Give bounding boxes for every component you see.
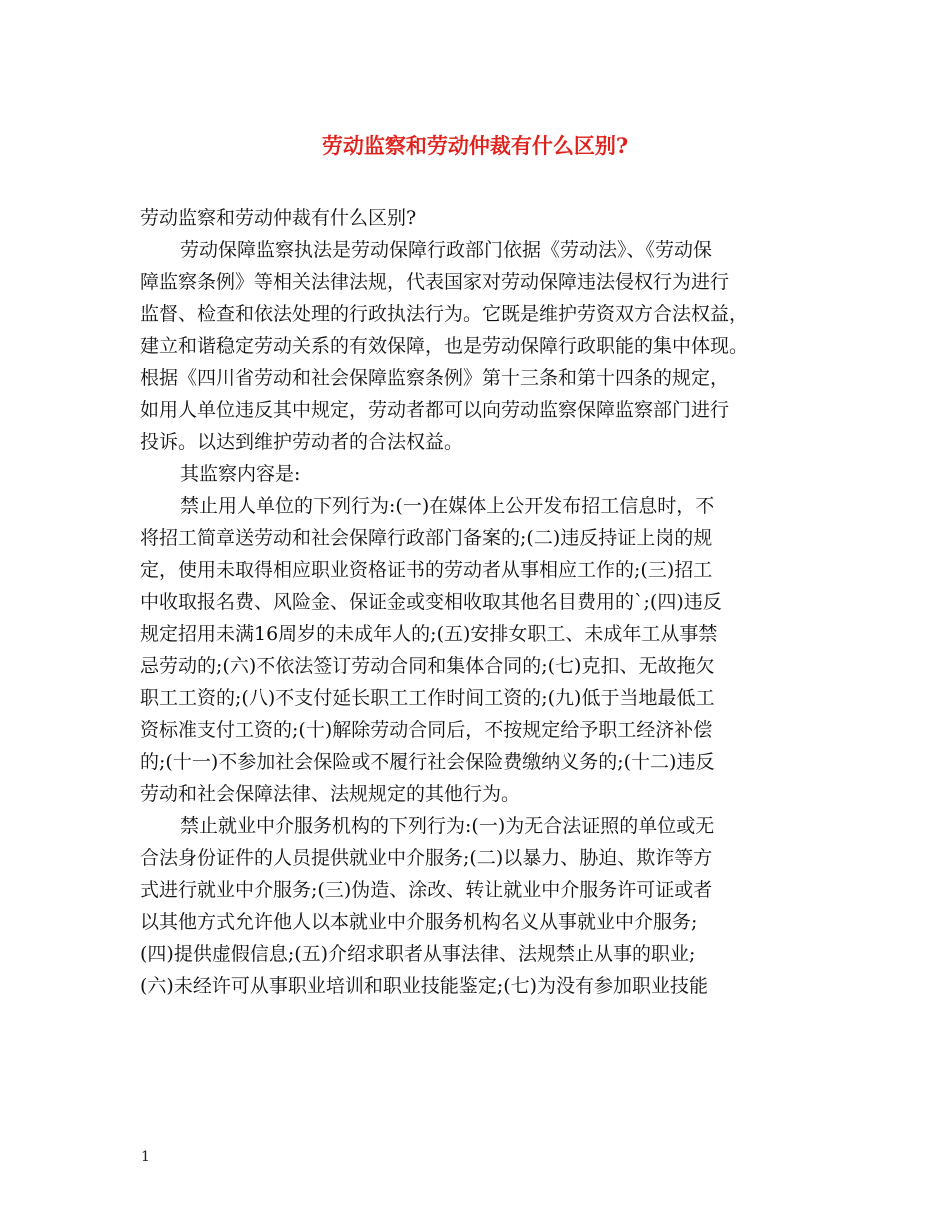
text-line: 职工工资的;(八)不支付延长职工工作时间工资的;(九)低于当地最低工	[140, 687, 715, 709]
text-line: 合法身份证件的人员提供就业中介服务;(二)以暴力、胁迫、欺诈等方	[140, 847, 713, 869]
text-line: 根据《四川省劳动和社会保障监察条例》第十三条和第十四条的规定，	[140, 367, 730, 389]
text-line: 劳动保障监察执法是劳动保障行政部门依据《劳动法》、《劳动保	[180, 239, 713, 261]
text-line: 的;(十一)不参加社会保险或不履行社会保险费缴纳义务的;(十二)违反	[140, 751, 715, 773]
text-line: 式进行就业中介服务;(三)伪造、涂改、转让就业中介服务许可证或者	[140, 879, 713, 901]
text-line: 劳动和社会保障法律、法规规定的其他行为。	[140, 783, 521, 805]
text-line: 其监察内容是:	[180, 463, 301, 485]
text-line: 禁止就业中介服务机构的下列行为:(一)为无合法证照的单位或无	[180, 815, 715, 837]
document-title: 劳动监察和劳动仲裁有什么区别?	[321, 133, 629, 158]
text-line: 将招工简章送劳动和社会保障行政部门备案的;(二)违反持证上岗的规	[140, 527, 713, 549]
text-line: 劳动监察和劳动仲裁有什么区别?	[140, 207, 417, 229]
text-line: 资标准支付工资的;(十)解除劳动合同后，不按规定给予职工经济补偿	[140, 719, 713, 741]
text-line: 中收取报名费、风险金、保证金或变相收取其他名目费用的`;(四)违反	[140, 591, 722, 613]
text-line: 以其他方式允许他人以本就业中介服务机构名义从事就业中介服务;	[140, 911, 698, 933]
text-line: 定，使用未取得相应职业资格证书的劳动者从事相应工作的;(三)招工	[140, 559, 713, 581]
text-line: 如用人单位违反其中规定，劳动者都可以向劳动监察保障监察部门进行	[140, 399, 730, 421]
text-line: (六)未经许可从事职业培训和职业技能鉴定;(七)为没有参加职业技能	[140, 975, 709, 997]
text-line: 禁止用人单位的下列行为:(一)在媒体上公开发布招工信息时，不	[180, 495, 715, 517]
text-line: 规定招用未满16周岁的未成年人的;(五)安排女职工、未成年工从事禁	[140, 623, 718, 645]
text-line: 建立和谐稳定劳动关系的有效保障，也是劳动保障行政职能的集中体现。	[140, 335, 749, 357]
page-number: 1	[141, 1149, 150, 1165]
text-line: 忌劳动的;(六)不依法签订劳动合同和集体合同的;(七)克扣、无故拖欠	[140, 655, 715, 677]
text-line: (四)提供虚假信息;(五)介绍求职者从事法律、法规禁止从事的职业;	[140, 943, 696, 965]
text-line: 投诉。以达到维护劳动者的合法权益。	[140, 431, 464, 453]
text-line: 监督、检查和依法处理的行政执法行为。它既是维护劳资双方合法权益，	[140, 303, 749, 325]
document-body	[140, 202, 816, 1002]
text-line: 障监察条例》等相关法律法规，代表国家对劳动保障违法侵权行为进行	[140, 271, 730, 293]
